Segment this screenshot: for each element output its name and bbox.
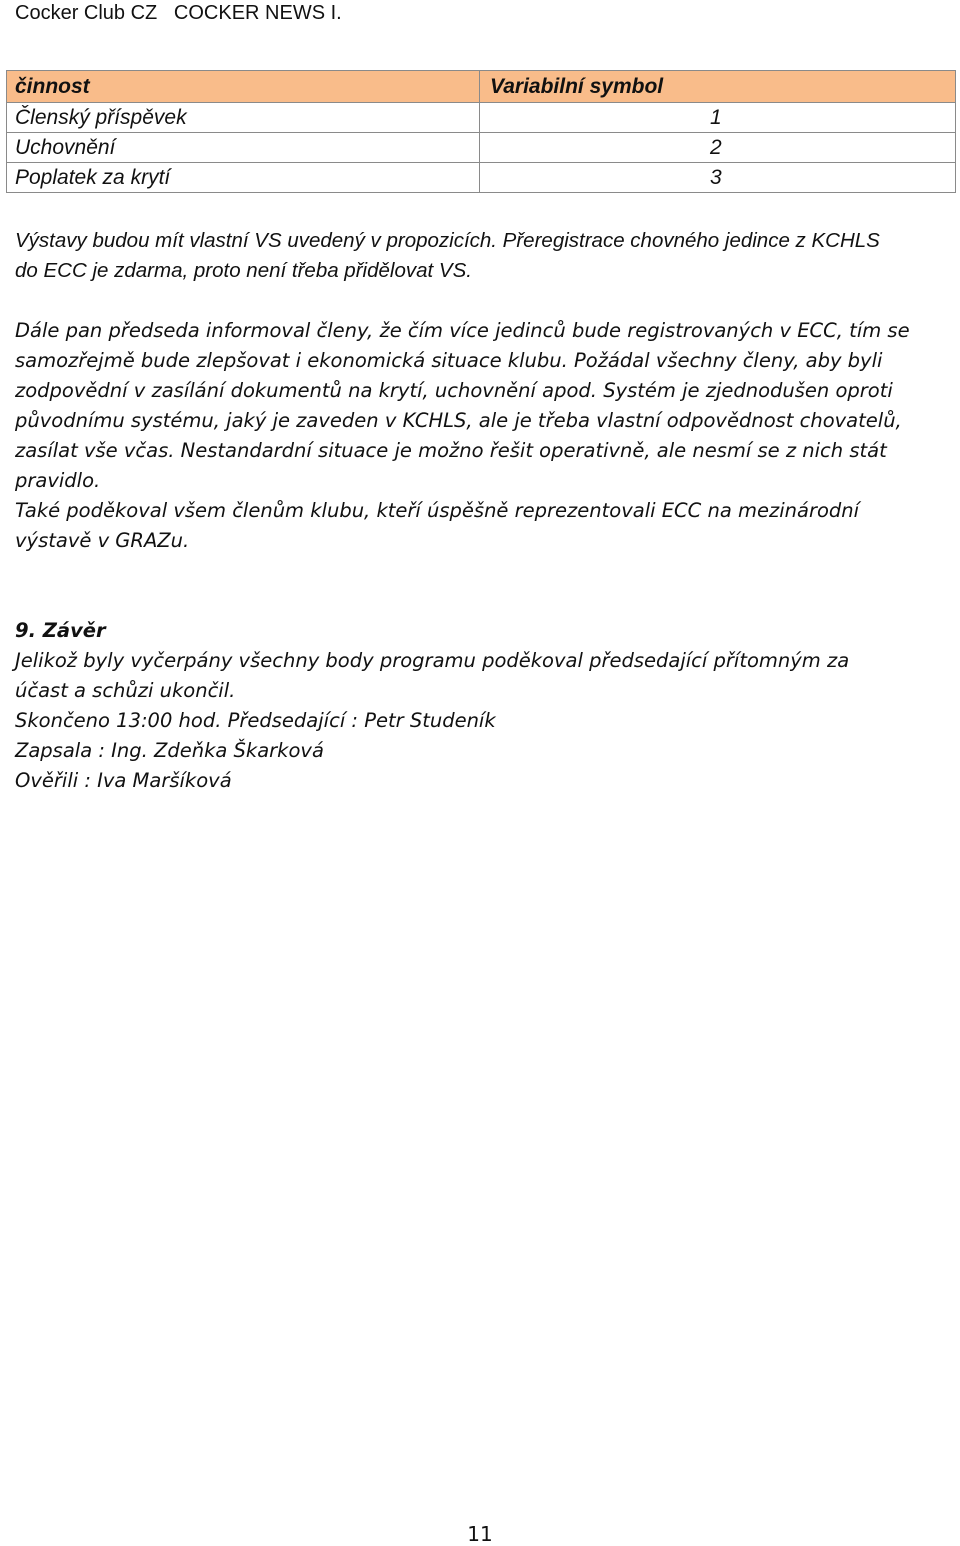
text-line: původnímu systému, jaký je zaveden v KCHLS, ale je třeba vlastní odpovědnost chovatelů, (15, 409, 902, 432)
document-header: Cocker Club CZ COCKER NEWS I. (15, 2, 342, 24)
table-cell-symbol: 2 (480, 133, 956, 163)
text-line: Zapsala : Ing. Zdeňka Škarková (15, 739, 324, 762)
text-line: zodpovědní v zasílání dokumentů na krytí, uchovnění apod. Systém je zjednodušen oproti (15, 379, 893, 402)
table-header-symbol-text: Variabilní symbol (490, 74, 664, 98)
table-cell-activity: Poplatek za krytí (7, 163, 480, 193)
text-line: pravidlo. (15, 469, 101, 492)
text-line: Jelikož byly vyčerpány všechny body programu poděkoval předsedající přítomným za (15, 649, 850, 672)
text-line: Skončeno 13:00 hod. Předsedající : Petr Studeník (15, 709, 496, 732)
paragraph-exhibitions (15, 226, 945, 286)
table-cell-activity: Uchovnění (7, 133, 480, 163)
table-header-symbol (480, 71, 956, 103)
variable-symbol-table (6, 70, 956, 193)
text-line: Ověřili : Iva Maršíková (15, 769, 232, 792)
table-header-row (7, 71, 956, 103)
section-title: 9. Závěr (15, 619, 106, 642)
text-line: do ECC je zdarma, proto není třeba přidělovat VS. (15, 259, 472, 282)
text-line: zasílat vše včas. Nestandardní situace je možno řešit operativně, ale nesmí se z nich stát (15, 439, 887, 462)
table-cell-symbol: 1 (480, 103, 956, 133)
table-cell-symbol: 3 (480, 163, 956, 193)
paragraph-chairman-report (15, 316, 945, 556)
page-number: 11 (467, 1522, 493, 1546)
text-line: Také poděkoval všem členům klubu, kteří úspěšně reprezentovali ECC na mezinárodní (15, 499, 860, 522)
table-row (7, 133, 956, 163)
text-line: výstavě v GRAZu. (15, 529, 190, 552)
table-cell-activity: Členský příspěvek (7, 103, 480, 133)
table-header-activity: činnost (7, 71, 480, 103)
text-line: Dále pan předseda informoval členy, že čím více jedinců bude registrovaných v ECC, tím se (15, 319, 910, 342)
table-row (7, 163, 956, 193)
table-row (7, 103, 956, 133)
text-line: samozřejmě bude zlepšovat i ekonomická situace klubu. Požádal všechny členy, aby byli (15, 349, 883, 372)
text-line: účast a schůzi ukončil. (15, 679, 236, 702)
text-line: Výstavy budou mít vlastní VS uvedený v propozicích. Přeregistrace chovného jedince z KCHLS (15, 229, 880, 252)
conclusion-section (15, 616, 945, 796)
